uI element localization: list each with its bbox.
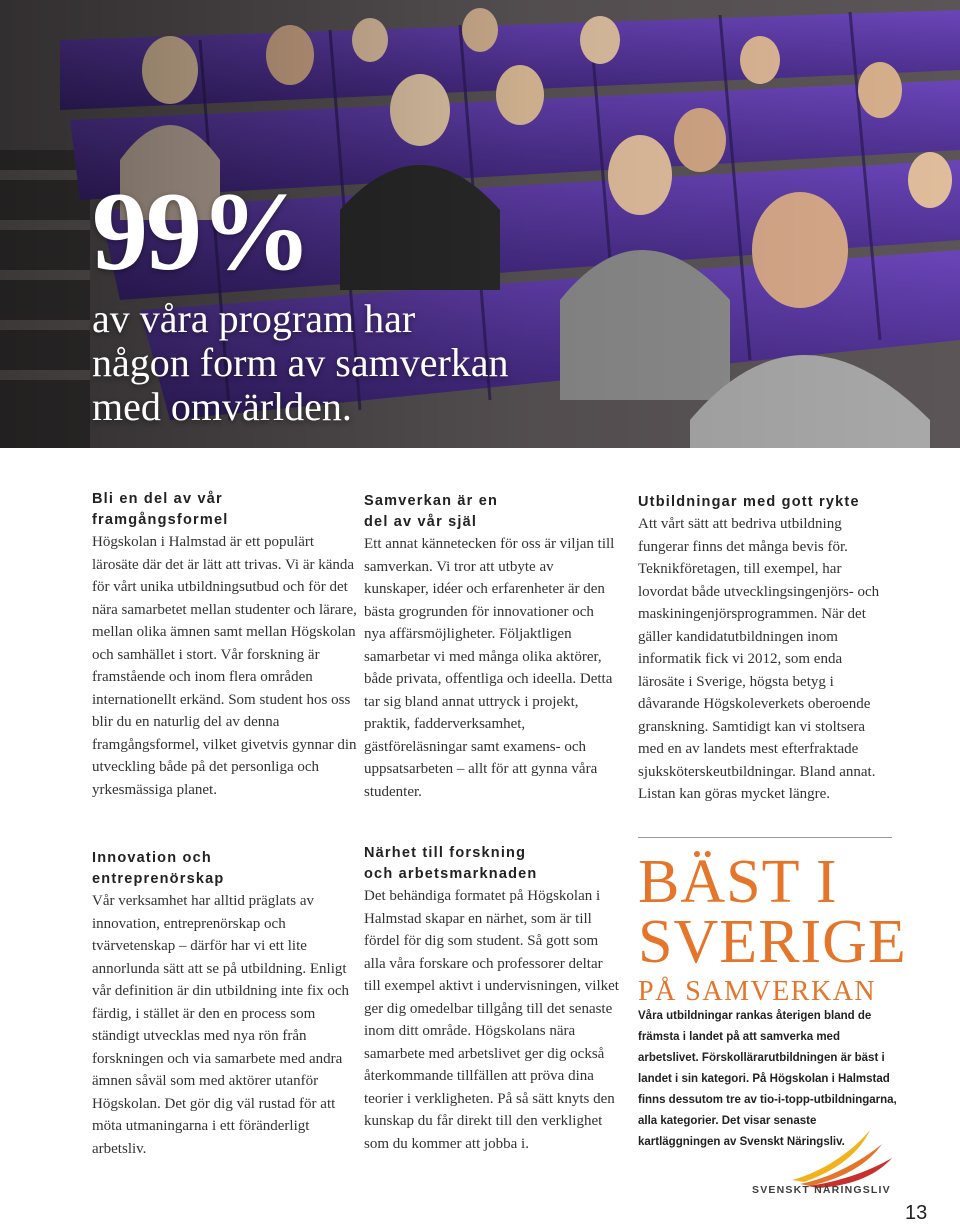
section-samverkan [364,491,616,803]
section-innovation [92,848,350,1160]
section-body: Att vårt sätt att bedriva utbildning fungerar finns det många bevis för. Teknikföretagen, till exempel, har lovordat både utvecklingsingenjörs- och maskiningenjörsprogrammen. När det gäller kandidatutbildningen inom informatik fick vi 2012, som enda lärosäte i Sverige, högsta betyg i dåvarande Högskoleverkets oberoende granskning. Samtidigt kan vi stoltsera med en av landets mest efterfraktade sjuksköterskeutbildningar. Bland annat. Listan kan göras mycket längre. [638,516,880,802]
section-heading-line: entreprenörskap [92,871,225,887]
section-heading [364,491,616,533]
section-heading [638,492,890,513]
award-heading [638,848,918,1008]
hero-caption-line: av våra program har [92,296,416,341]
section-body: Det behändiga formatet på Högskolan i Halmstad skapar en närhet, som är till fördel för dig som student. Så gott som alla våra forskare och professorer deltar till exempel aktivt i undervisningen, vilket ger dig omedelbar tillgång till det senaste inom ditt område. Högskolans nära samarbete med arbetslivet ger dig också återkommande tillfällen att pröva dina teorier i verkligheten. På så sätt knyts den kunskap du får direkt till den verklighet som du kommer att jobba i. [364,888,619,1152]
divider [638,837,892,838]
section-heading-line: Närhet till forskning [364,845,527,861]
section-heading [92,848,350,890]
hero-caption [92,297,652,429]
award-line: PÅ SAMVERKAN [638,976,877,1007]
section-narhet [364,843,620,1155]
page-number: 13 [905,1202,928,1224]
section-heading [364,843,620,885]
hero-photo [0,0,960,448]
section-heading-line: Innovation och [92,850,212,866]
section-heading-line: och arbetsmarknaden [364,866,538,882]
award-line: BÄST I [638,848,838,916]
section-body: Högskolan i Halmstad är ett populärt lärosäte där det är lätt att trivas. Vi är kända för vårt unika utbildningsutbud och för det nära samarbetet mellan studenter och lärare, mellan olika ämnen samt mellan Högskolan och samhället i stort. Vår forskning är framstående och inom flera områden internationellt erkänd. Som student hos oss blir du en naturlig del av denna framgångsformel, vilket givetvis gynnar din utveckling både på det personliga och yrkesmässiga planet. [92,534,357,798]
section-heading-line: Utbildningar med gott rykte [638,494,860,510]
section-body: Vår verksamhet har alltid präglats av innovation, entreprenörskap och tvärvetenskap – därför har vi ett lite annorlunda sätt att se på utbildning. Enligt vår definition är din utbildning inte fix och färdig, i stället är den en process som ständigt utvecklas med nya rön från forskningen och via samarbete med andra ämnen såväl som med aktörer utanför Högskolan. Det gör dig väl rustad för att möta utmaningarna i ett föränderligt arbetsliv. [92,893,350,1157]
hero-caption-line: någon form av samverkan [92,340,509,385]
section-heading-line: del av vår själ [364,514,478,530]
award-line: SVERIGE [638,908,907,976]
section-heading-line: framgångsformel [92,512,229,528]
hero-stat: 99% [92,170,310,294]
section-framgangsformel [92,489,357,801]
section-body: Ett annat kännetecken för oss är viljan till samverkan. Vi tror att utbyte av kunskaper, idéer och erfarenheter är den bästa grogrunden för innovationer och nya affärsmöjligheter. Följaktligen samarbetar vi med många olika aktörer, både privata, offentliga och ideella. Detta tar sig bland annat uttryck i projekt, praktik, fadderverksamhet, gästföreläsningar samt examens- och uppsatsarbeten – allt för att gynna våra studenter. [364,536,615,800]
award-text: Våra utbildningar rankas återigen bland de främsta i landet på att samverka med arbetslivet. Förskollärarutbildningen är bäst i landet i sin kategori. På Högskolan i Halmstad finns dessutom tre av tio-i-topp-utbildningarna, alla kategorier. Det visar senaste kartläggningen av Svenskt Näringsliv. [638,1010,897,1148]
hero-caption-line: med omvärlden. [92,384,352,429]
section-gott-rykte [638,492,890,806]
section-heading [92,489,357,531]
logo-text: SVENSKT NÄRINGSLIV [752,1184,891,1196]
section-heading-line: Samverkan är en [364,493,499,509]
section-heading-line: Bli en del av vår [92,491,223,507]
